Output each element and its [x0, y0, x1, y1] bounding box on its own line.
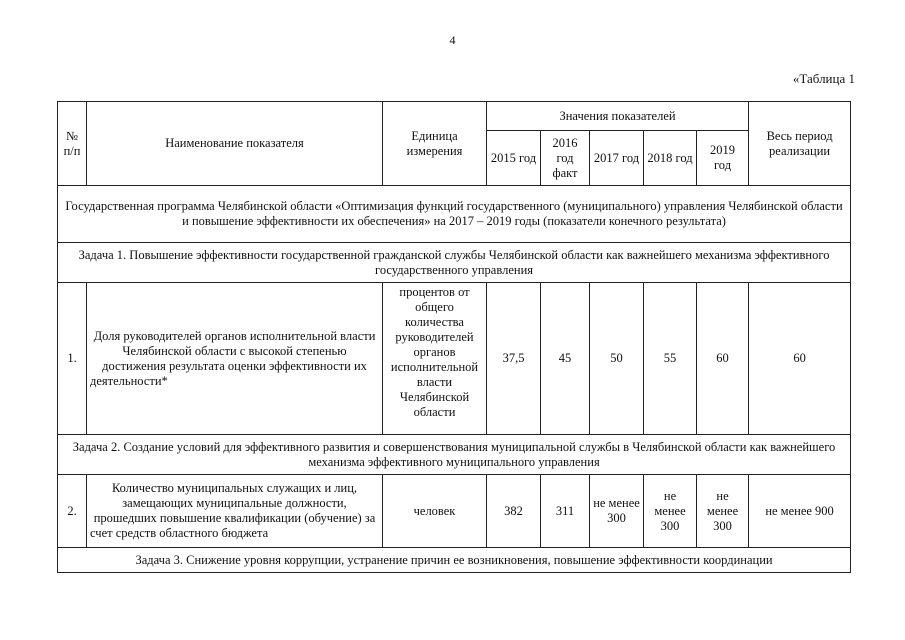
- header-num: № п/п: [58, 102, 87, 186]
- table-caption: «Таблица 1: [792, 71, 855, 86]
- row-value-2018: не менее 300: [644, 475, 697, 548]
- row-unit: процентов от общего количества руководителей органов исполнительной власти Челябинской области: [383, 283, 487, 435]
- task2-title: Задача 2. Создание условий для эффективного развития и совершенствования муниципальной службы в Челябинской области как важнейшего механизма эффективного муниципального управления: [58, 435, 851, 475]
- task1-title: Задача 1. Повышение эффективности государственной гражданской службы Челябинской области как важнейшего механизма эффективного государственного управления: [58, 243, 851, 283]
- row-name: Количество муниципальных служащих и лиц, замещающих муниципальные должности, прошедших повышение квалификации (обучение) за счет средств областного бюджета: [87, 475, 383, 548]
- row-total: не менее 900: [749, 475, 851, 548]
- row-name: Доля руководителей органов исполнительной власти Челябинской области с высокой степенью достижения результата оценки эффективности их деятельности*: [87, 283, 383, 435]
- row-value-2017: 50: [590, 283, 644, 435]
- task3-row: [58, 548, 851, 573]
- table-row: [58, 283, 851, 435]
- row-value-2016: 45: [541, 283, 590, 435]
- page-number: 4: [449, 33, 456, 47]
- table-row: [58, 475, 851, 548]
- task3-title: Задача 3. Снижение уровня коррупции, устранение причин ее возникновения, повышение эффективности координации: [58, 548, 851, 573]
- header-year-2017: 2017 год: [590, 131, 644, 186]
- task1-row: [58, 243, 851, 283]
- header-name: Наименование показателя: [87, 102, 383, 186]
- row-num: 2.: [58, 475, 87, 548]
- header-year-2016: 2016 год факт: [541, 131, 590, 186]
- row-value-2015: 37,5: [487, 283, 541, 435]
- header-row-1: [58, 102, 851, 131]
- header-unit: Единица измерения: [383, 102, 487, 186]
- row-value-2017: не менее 300: [590, 475, 644, 548]
- header-total: Весь период реализации: [749, 102, 851, 186]
- row-unit: человек: [383, 475, 487, 548]
- row-value-2019: не менее 300: [697, 475, 749, 548]
- header-year-2019: 2019 год: [697, 131, 749, 186]
- row-value-2019: 60: [697, 283, 749, 435]
- task2-row: [58, 435, 851, 475]
- row-total: 60: [749, 283, 851, 435]
- program-title: Государственная программа Челябинской области «Оптимизация функций государственного (муниципального) управления Челябинской области и повышение эффективности их обеспечения» на 2017 – 2019 годы (показатели конечного результата): [58, 186, 851, 243]
- row-value-2016: 311: [541, 475, 590, 548]
- row-value-2018: 55: [644, 283, 697, 435]
- program-row: [58, 186, 851, 243]
- row-value-2015: 382: [487, 475, 541, 548]
- row-num: 1.: [58, 283, 87, 435]
- indicators-table: [57, 101, 851, 573]
- header-values-group: Значения показателей: [487, 102, 749, 131]
- header-year-2018: 2018 год: [644, 131, 697, 186]
- header-year-2015: 2015 год: [487, 131, 541, 186]
